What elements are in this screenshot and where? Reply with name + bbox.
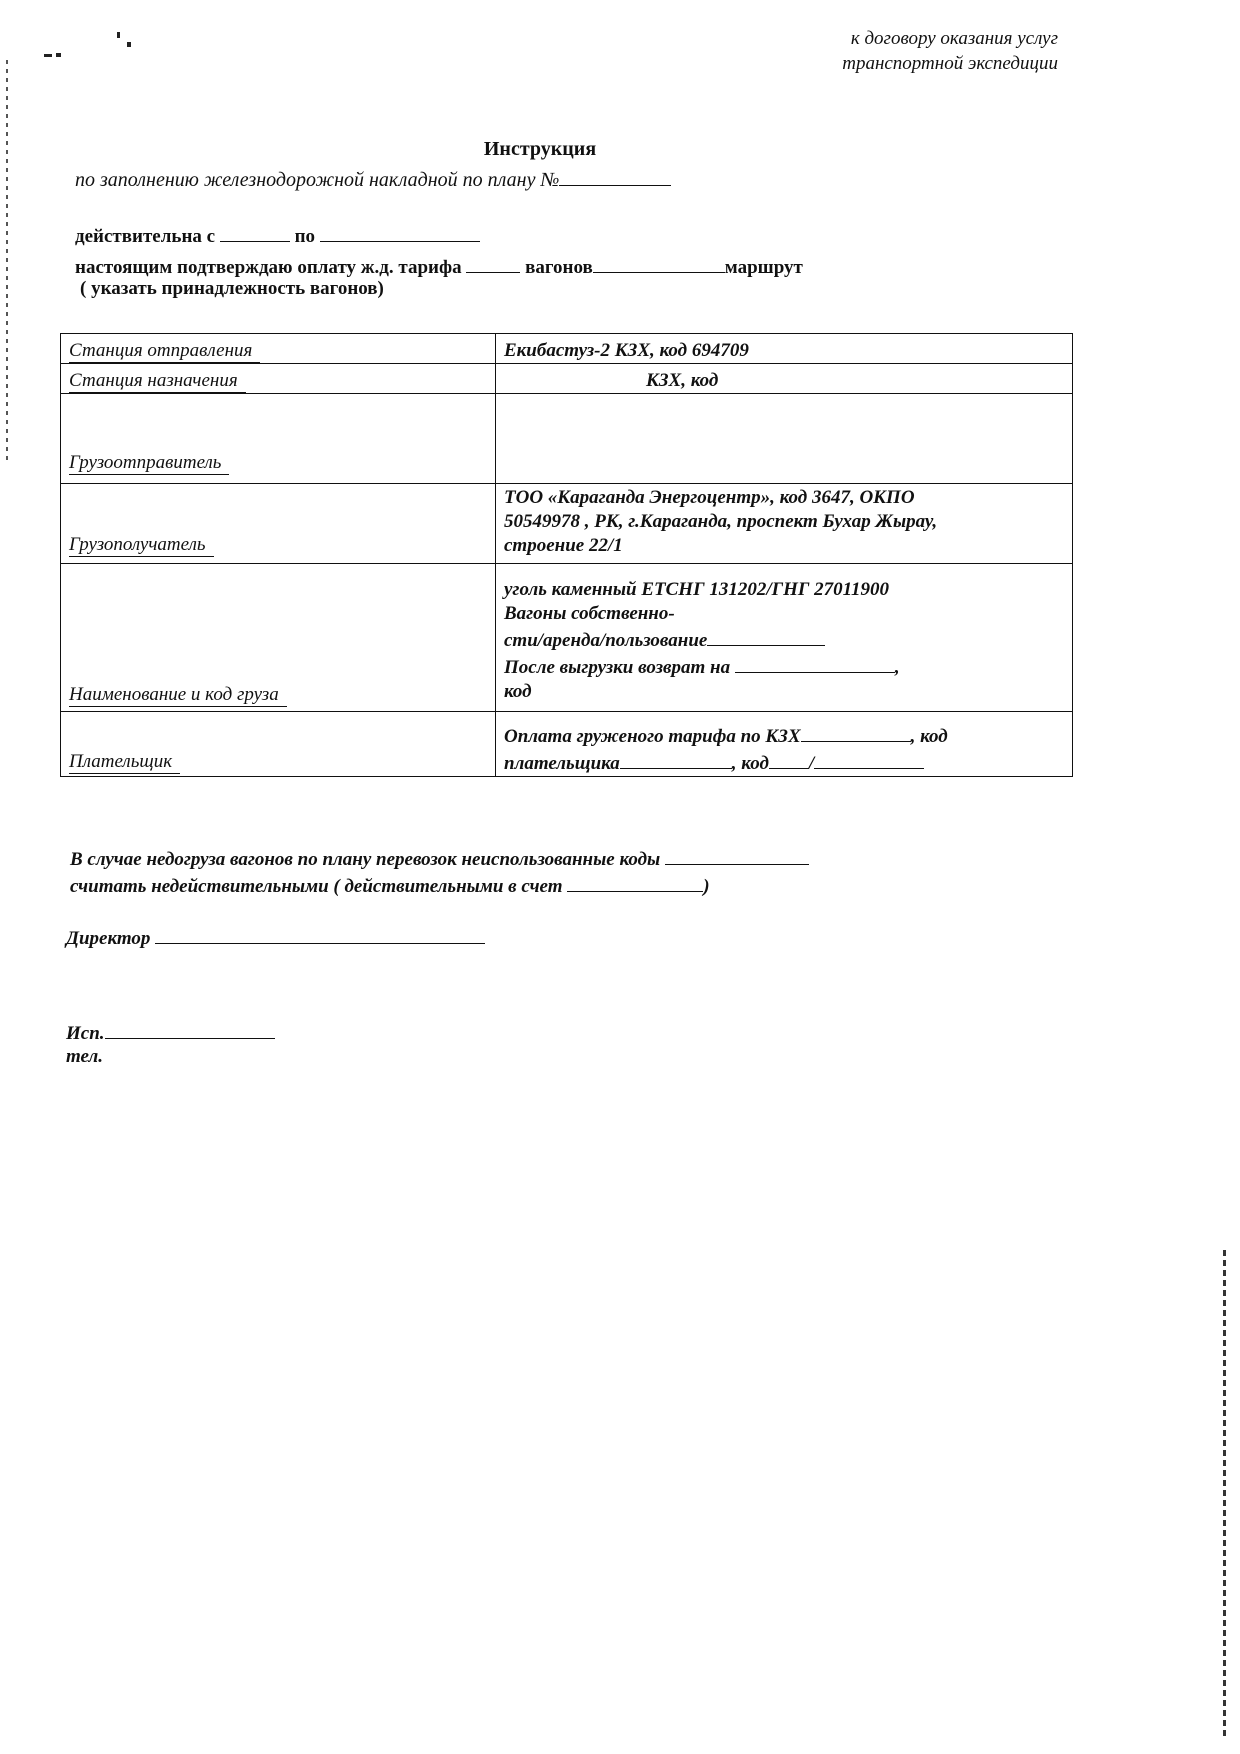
wagons-field[interactable] xyxy=(593,253,725,273)
comma: , xyxy=(894,657,900,678)
cargo-line: уголь каменный ЕТСНГ 131202/ГНГ 27011900 xyxy=(504,579,890,600)
payer-text: Оплата груженого тарифа по КЗХ xyxy=(504,726,801,747)
document-subtitle xyxy=(75,165,671,192)
table-row xyxy=(61,564,1073,712)
contract-reference xyxy=(842,26,1058,76)
code-field-2[interactable] xyxy=(814,749,924,769)
unused-line-1 xyxy=(70,845,809,872)
close-paren: ) xyxy=(703,876,710,897)
value-cell[interactable] xyxy=(496,394,1073,484)
label-cell xyxy=(61,394,496,484)
code-field-1[interactable] xyxy=(769,749,809,769)
validity-from-label: действительна с xyxy=(75,226,216,247)
label-cell xyxy=(61,334,496,364)
table-row xyxy=(61,394,1073,484)
scan-mark xyxy=(44,54,52,57)
contract-reference-line-2: транспортной экспедиции xyxy=(842,53,1058,74)
tariff-field[interactable] xyxy=(466,253,520,273)
return-station-field[interactable] xyxy=(735,653,895,673)
label-cell xyxy=(61,564,496,712)
row-value: Екибастуз-2 КЗХ, код 694709 xyxy=(504,340,749,361)
payer-code-field[interactable] xyxy=(620,749,732,769)
confirm-prefix: настоящим подтверждаю оплату ж.д. тарифа xyxy=(75,257,462,278)
payer-code-text: плательщика xyxy=(504,753,620,774)
value-cell[interactable] xyxy=(496,712,1073,777)
consignee-line: ТОО «Караганда Энергоцентр», код 3647, ОКПО xyxy=(504,487,915,508)
return-text: После выгрузки возврат на xyxy=(504,657,731,678)
value-cell[interactable] xyxy=(496,564,1073,712)
subtitle-text: по заполнению железнодорожной накладной по плану № xyxy=(75,169,560,191)
ownership-field[interactable] xyxy=(707,626,825,646)
value-cell[interactable] xyxy=(496,334,1073,364)
director-signature-field[interactable] xyxy=(155,924,485,944)
payer-code-label: , код xyxy=(910,726,948,747)
waybill-table xyxy=(60,333,1073,777)
unused-line-2 xyxy=(70,872,809,899)
validity-line xyxy=(75,222,480,248)
unused-codes-paragraph xyxy=(70,845,809,899)
row-label: Станция отправления xyxy=(69,340,260,363)
unused-text-2: считать недействительными ( действительными в счет xyxy=(70,876,563,897)
scan-edge-mark xyxy=(6,60,8,460)
phone-label: тел. xyxy=(66,1046,103,1067)
table-row xyxy=(61,334,1073,364)
row-label: Грузополучатель xyxy=(69,534,214,557)
row-label: Грузоотправитель xyxy=(69,452,229,475)
cargo-line: Вагоны собственно- xyxy=(504,603,675,624)
ownership-note: ( указать принадлежность вагонов) xyxy=(80,278,384,299)
label-cell xyxy=(61,712,496,777)
scan-mark xyxy=(127,42,131,47)
row-label: Станция назначения xyxy=(69,370,246,393)
plan-number-field[interactable] xyxy=(559,165,671,186)
executor-field[interactable] xyxy=(105,1019,275,1039)
row-label: Наименование и код груза xyxy=(69,684,287,707)
cargo-line: код xyxy=(504,681,532,702)
table-row xyxy=(61,364,1073,394)
confirm-line xyxy=(75,253,803,279)
contract-reference-line-1: к договору оказания услуг xyxy=(850,28,1058,49)
scan-mark xyxy=(117,32,120,38)
validity-from-field[interactable] xyxy=(220,222,290,242)
unused-codes-field[interactable] xyxy=(665,845,809,865)
scan-edge-mark xyxy=(1223,1250,1226,1740)
label-cell xyxy=(61,484,496,564)
route-label: маршрут xyxy=(724,257,803,278)
scan-mark xyxy=(56,53,61,57)
document-title: Инструкция xyxy=(483,138,597,160)
code-label: , код xyxy=(731,753,769,774)
consignee-line: строение 22/1 xyxy=(504,535,623,556)
ownership-text: сти/аренда/пользование xyxy=(504,630,708,651)
row-value: КЗХ, код xyxy=(646,370,719,391)
table-row xyxy=(61,712,1073,777)
consignee-line: 50549978 , РК, г.Караганда, проспект Бухар Жырау, xyxy=(504,511,938,532)
label-cell xyxy=(61,364,496,394)
director-label: Директор xyxy=(66,928,151,949)
cargo-line xyxy=(504,626,1064,653)
tariff-payment-field[interactable] xyxy=(801,722,911,742)
validity-to-field[interactable] xyxy=(320,222,480,242)
slash: / xyxy=(808,753,815,774)
executor-line xyxy=(66,1019,275,1046)
payer-line xyxy=(504,749,1064,776)
account-field[interactable] xyxy=(567,872,703,892)
table-row xyxy=(61,484,1073,564)
director-line xyxy=(66,924,485,951)
wagons-label: вагонов xyxy=(525,257,593,278)
row-label: Плательщик xyxy=(69,751,180,774)
validity-to-label: по xyxy=(294,226,316,247)
unused-text-1: В случае недогруза вагонов по плану перевозок неиспользованные коды xyxy=(70,849,661,870)
value-cell[interactable] xyxy=(496,484,1073,564)
payer-line xyxy=(504,722,1064,749)
value-cell[interactable] xyxy=(496,364,1073,394)
executor-label: Исп. xyxy=(66,1023,105,1044)
cargo-line xyxy=(504,653,1064,680)
